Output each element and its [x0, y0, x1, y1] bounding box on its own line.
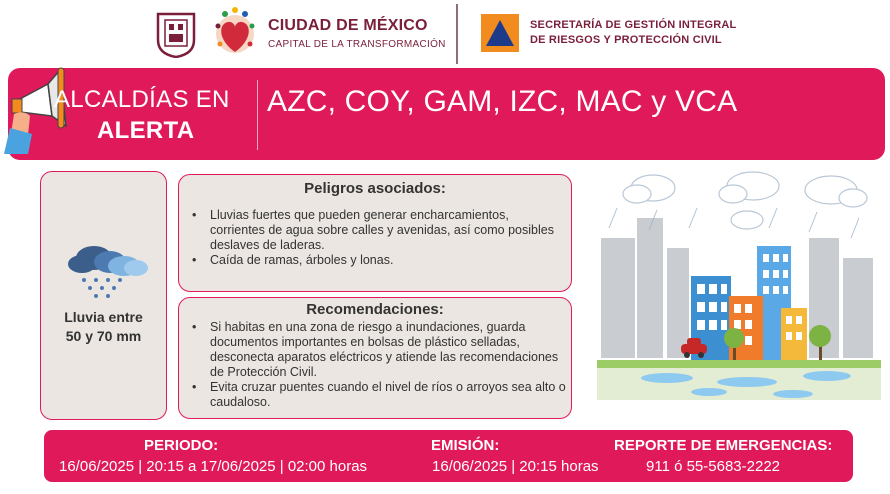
emision-value: 16/06/2025 | 20:15 horas [432, 458, 599, 475]
alcaldias-list: AZC, COY, GAM, IZC, MAC y VCA [267, 85, 738, 118]
rain-cloud-icon [64, 240, 150, 302]
heart-emblem-icon [210, 4, 260, 60]
banner-divider [257, 80, 258, 150]
secretaria-line1: SECRETARÍA DE GESTIÓN INTEGRAL [530, 19, 737, 31]
header [0, 0, 890, 64]
proteccion-civil-icon [481, 14, 519, 52]
cdmx-title: CIUDAD DE MÉXICO [268, 17, 428, 34]
header-divider [456, 4, 458, 64]
recomendaciones-title: Recomendaciones: [306, 301, 444, 318]
recomendaciones-list [190, 320, 566, 410]
rain-line1: Lluvia entre [64, 309, 143, 325]
rain-amount [40, 308, 167, 346]
rain-line2: 50 y 70 mm [65, 328, 142, 344]
banner-line2: ALERTA [97, 117, 195, 144]
list-item: • Lluvias fuertes que pueden generar encharcamientos, corrientes de agua sobre calles y avenidas, así como posibles deslaves de laderas. [190, 208, 566, 253]
list-item: • Evita cruzar puentes cuando el nivel de ríos o arroyos sea alto o caudaloso. [190, 380, 566, 410]
flooded-city-illustration [597, 168, 881, 400]
cdmx-shield-icon [156, 12, 196, 58]
list-item: • Si habitas en una zona de riesgo a inundaciones, guarda documentos importantes en bolsas de plástico selladas, desconecta aparatos eléctricos y atiende las recomendaciones de Protección Civil. [190, 320, 566, 380]
cdmx-subtitle: CAPITAL DE LA TRANSFORMACIÓN [268, 39, 446, 50]
periodo-value: 16/06/2025 | 20:15 a 17/06/2025 | 02:00 horas [59, 458, 368, 475]
peligros-title: Peligros asociados: [304, 180, 446, 197]
periodo-label: PERIODO: [144, 437, 219, 454]
secretaria-line2: DE RIESGOS Y PROTECCIÓN CIVIL [530, 34, 722, 46]
peligros-list [190, 208, 566, 268]
reporte-value: 911 ó 55-5683-2222 [646, 458, 781, 475]
reporte-label: REPORTE DE EMERGENCIAS: [614, 437, 833, 454]
banner-line1: ALCALDÍAS EN [54, 86, 230, 113]
list-item: • Caída de ramas, árboles y lonas. [190, 253, 566, 268]
emision-label: EMISIÓN: [431, 437, 500, 454]
